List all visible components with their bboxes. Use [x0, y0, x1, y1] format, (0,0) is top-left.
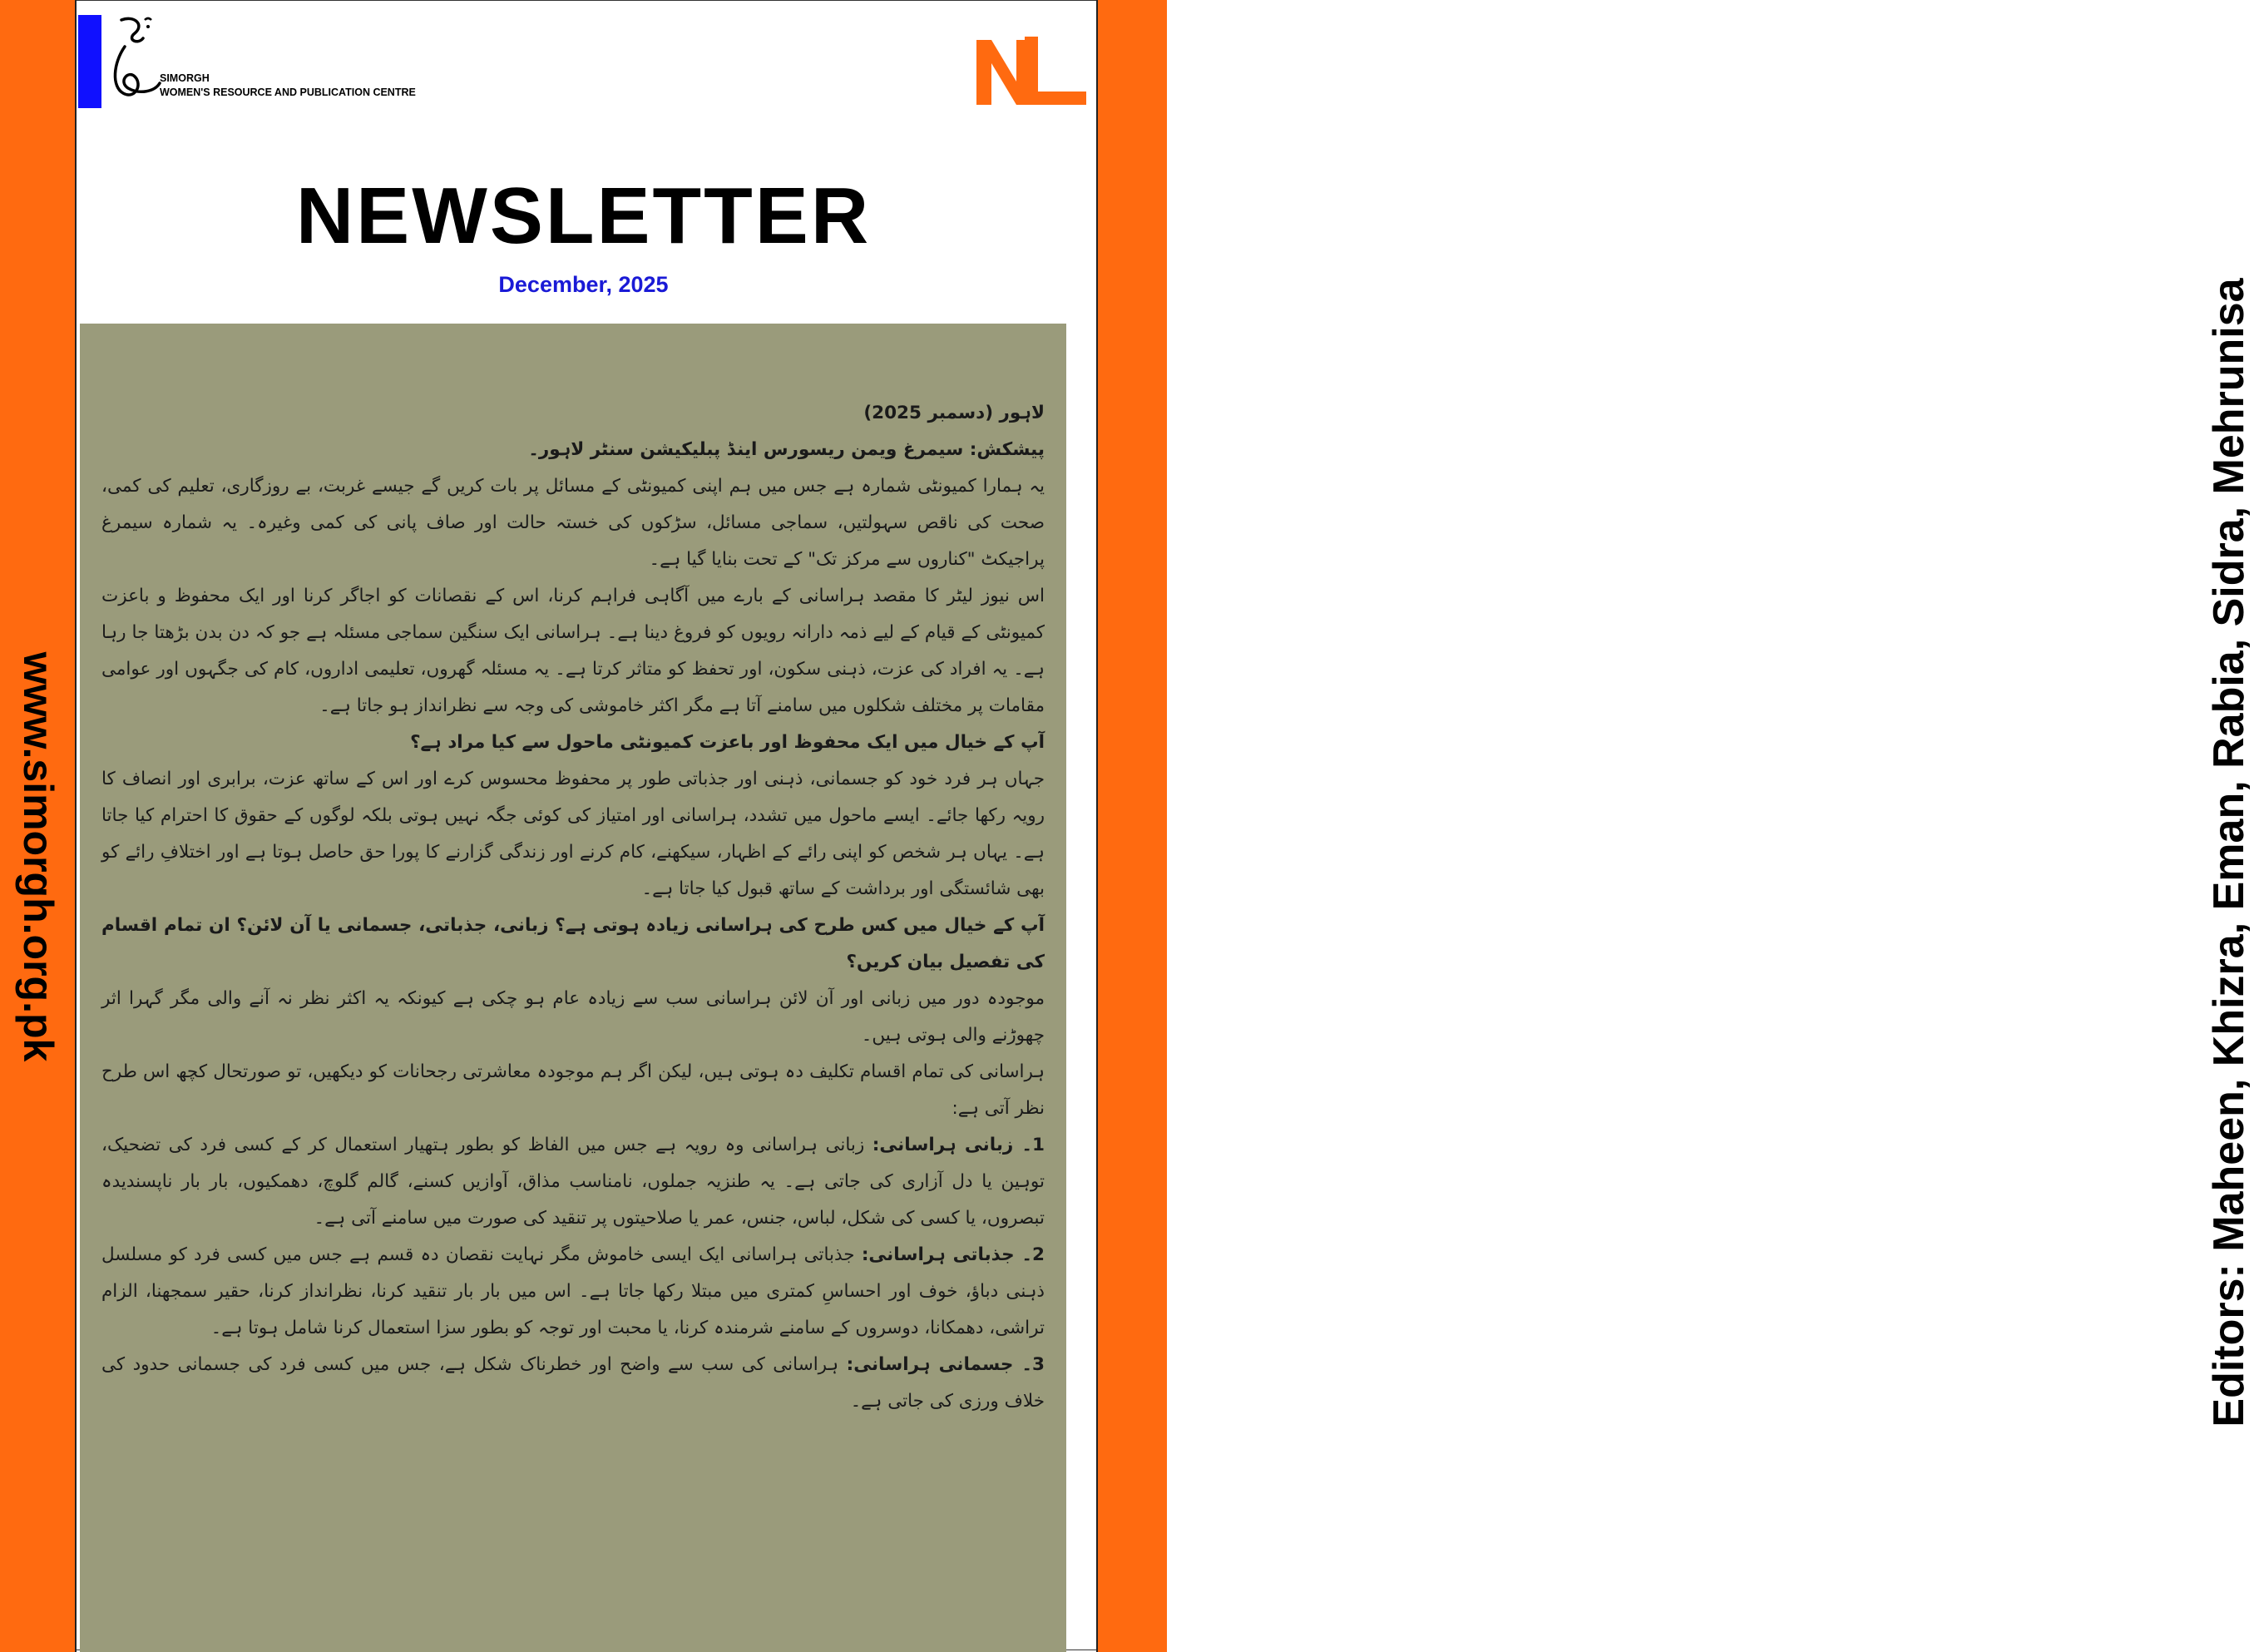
intro-paragraph: یہ ہمارا کمیونٹی شمارہ ہے جس میں ہم اپنی کمیونٹی کے مسائل پر بات کریں گے جیسے غربت، بے روزگاری، تعلیم کی کمی، صحت کی ناقص سہولتیں، سماجی مسائل، سڑکوں کی خستہ حالت اور صاف پانی کی کمی وغیرہ۔ یہ شمارہ سیمرغ پراجیکٹ "کناروں سے مرکز تک" کے تحت بنایا گیا ہے۔ [101, 476, 1045, 570]
answer-2b: ہراسانی کی تمام اقسام تکلیف دہ ہوتی ہیں، لیکن اگر ہم موجودہ معاشرتی رجحانات کو دیکھیں، تو صورتحال کچھ اس طرح نظر آتی ہے: [101, 1061, 1045, 1119]
item-emotional-text: جذباتی ہراسانی ایک ایسی خاموش مگر نہایت نقصان دہ قسم ہے جس میں کسی فرد کو مسلسل ذہنی دباؤ، خوف اور احساسِ کمتری میں مبتلا رکھا جاتا ہے۔ اس میں بار بار تنقید کرنا، نظرانداز کرنا، حقیر سمجھنا، الزام تراشی، دھمکانا، دوسروں کے سامنے شرمندہ کرنا، یا محبت اور توجہ کو بطور سزا استعمال کرنا شامل ہوتا ہے۔ [101, 1244, 1045, 1338]
item-emotional [101, 1237, 1045, 1347]
newsletter-title: NEWSLETTER [295, 171, 872, 260]
item-physical-text: ہراسانی کی سب سے واضح اور خطرناک شکل ہے، جس میں کسی فرد کی جسمانی حدود کی خلاف ورزی کی جاتی ہے۔ [101, 1354, 1045, 1412]
question-1: آپ کے خیال میں ایک محفوظ اور باعزت کمیونٹی ماحول سے کیا مراد ہے؟ [410, 732, 1045, 753]
item-verbal-label: 1۔ زبانی ہراسانی: [872, 1135, 1045, 1155]
simorgh-bird-logo [106, 13, 165, 105]
issue-date: December, 2025 [498, 272, 669, 297]
item-verbal-text: زبانی ہراسانی وہ رویہ ہے جس میں الفاظ کو بطور ہتھیار استعمال کر کے کسی فرد کی تضحیک، توہین یا دل آزاری کی جاتی ہے۔ یہ طنزیہ جملوں، نامناسب مذاق، آوازیں کسنے، گالم گلوچ، دھمکیوں، بار بار ناپسندیدہ تبصروں، یا کسی کی شکل، لباس، جنس، عمر یا صلاحیتوں پر تنقید کی صورت میں سامنے آتی ہے۔ [101, 1135, 1045, 1229]
question-2: آپ کے خیال میں کس طرح کی ہراسانی زیادہ ہوتی ہے؟ زبانی، جذباتی، جسمانی یا آن لائن؟ ان تمام اقسام کی تفصیل بیان کریں؟ [101, 915, 1045, 972]
logo-square [78, 15, 101, 108]
website-link[interactable]: www.simorgh.org.pk [15, 651, 62, 1062]
article-body [101, 395, 1045, 1420]
presenter-line: پیشکش: سیمرغ ویمن ریسورس اینڈ پبلیکیشن سنٹر لاہور۔ [528, 439, 1045, 460]
nl-logo [973, 33, 1090, 108]
org-name-block [160, 72, 416, 100]
item-physical-label: 3۔ جسمانی ہراسانی: [846, 1354, 1045, 1375]
item-verbal [101, 1127, 1045, 1237]
item-physical [101, 1347, 1045, 1420]
dateline: لاہور (دسمبر 2025) [863, 403, 1045, 423]
article-panel [80, 324, 1066, 1652]
answer-1: جہاں ہر فرد خود کو جسمانی، ذہنی اور جذباتی طور پر محفوظ محسوس کرے اور اس کے ساتھ عزت، برابری اور انصاف کا رویہ رکھا جائے۔ ایسے ماحول میں تشدد، ہراسانی اور امتیاز کی کوئی جگہ نہیں ہوتی بلکہ لوگوں کے حقوق کا احترام کیا جاتا ہے۔ یہاں ہر شخص کو اپنی رائے کے اظہار، سیکھنے، کام کرنے اور زندگی گزارنے کا پورا حق حاصل ہوتا ہے اور اختلافِ رائے کو بھی شائستگی اور برداشت کے ساتھ قبول کیا جاتا ہے۔ [101, 769, 1045, 899]
editors-credit: Editors: Maheen, Khizra, Eman, Rabia, Sidra, Mehrunisa [2205, 278, 2253, 1427]
item-emotional-label: 2۔ جذباتی ہراسانی: [861, 1244, 1045, 1265]
purpose-paragraph: اس نیوز لیٹر کا مقصد ہراسانی کے بارے میں آگاہی فراہم کرنا، اس کے نقصانات کو اجاگر کرنا اور ایک محفوظ و باعزت کمیونٹی کے قیام کے لیے ذمہ دارانہ رویوں کو فروغ دینا ہے۔ ہراسانی ایک سنگین سماجی مسئلہ ہے جو کہ دن بدن بڑھتا جا رہا ہے۔ یہ افراد کی عزت، ذہنی سکون، اور تحفظ کو متاثر کرتا ہے۔ یہ مسئلہ گھروں، تعلیمی اداروں، کام کی جگہوں اور عوامی مقامات پر مختلف شکلوں میں سامنے آتا ہے مگر اکثر خاموشی کی وجہ سے نظرانداز ہو جاتا ہے۔ [101, 586, 1045, 716]
answer-2a: موجودہ دور میں زبانی اور آن لائن ہراسانی سب سے زیادہ عام ہو چکی ہے کیونکہ یہ اکثر نظر نہ آنے والی مگر گہرا اثر چھوڑنے والی ہوتی ہیں۔ [101, 988, 1045, 1046]
org-subtitle: WOMEN'S RESOURCE AND PUBLICATION CENTRE [160, 87, 416, 98]
org-name: SIMORGH [160, 72, 210, 84]
